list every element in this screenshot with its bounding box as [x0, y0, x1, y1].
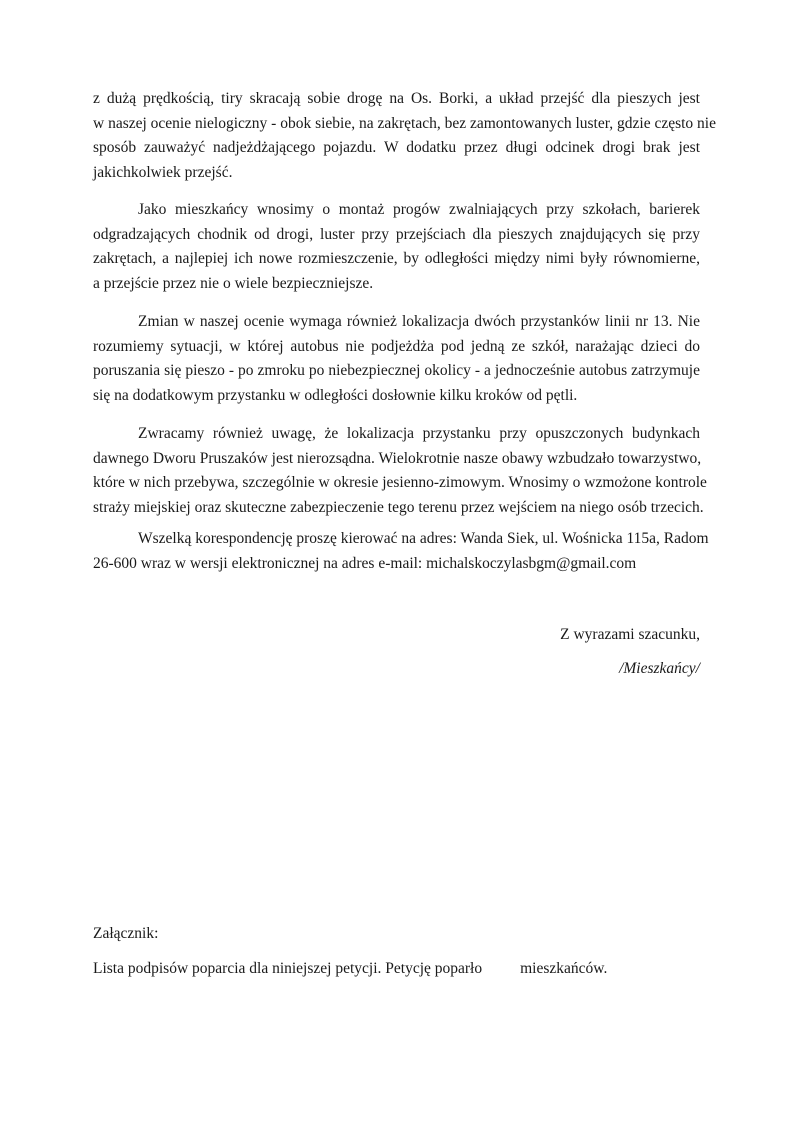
attachment-text-after: mieszkańców.	[520, 960, 608, 977]
paragraph-line: odgradzających chodnik od drogi, luster przy przejściach dla pieszych znajdujących się przy	[93, 225, 700, 243]
paragraph-line: się na dodatkowym przystanku w odległości dosłownie kilku kroków od pętli.	[93, 386, 578, 404]
attachment-text-before: Lista podpisów poparcia dla niniejszej petycji. Petycję poparło	[93, 960, 483, 977]
closing-greeting: Z wyrazami szacunku,	[560, 626, 700, 643]
paragraph	[93, 198, 700, 296]
paragraph-line: które w nich przebywa, szczególnie w okresie jesienno-zimowym. Wnosimy o wzmożone kontrole	[93, 474, 707, 492]
paragraph-line: poruszania się pieszo - po zmroku po niebezpiecznej okolicy - a jednocześnie autobus zatrzymuje	[93, 362, 700, 380]
paragraph-line: Zmian w naszej ocenie wymaga również lokalizacja dwóch przystanków linii nr 13. Nie	[138, 313, 700, 330]
paragraph-line: jakichkolwiek przejść.	[93, 163, 233, 181]
paragraph	[93, 527, 709, 576]
paragraph-line: sposób zauważyć nadjeżdżającego pojazdu. W dodatku przez długi odcinek drogi brak jest	[93, 139, 700, 157]
paragraph-line: w naszej ocenie nielogiczny - obok siebie, na zakrętach, bez zamontowanych luster, gdzie często nie	[93, 114, 716, 132]
paragraph-line: zakrętach, a najlepiej ich nowe rozmieszczenie, by odległości między nimi były równomierne,	[93, 250, 700, 268]
paragraph-line: Zwracamy również uwagę, że lokalizacja przystanku przy opuszczonych budynkach	[138, 425, 700, 442]
paragraph-line: straży miejskiej oraz skuteczne zabezpieczenie tego terenu przez wejściem na niego osób trzecich.	[93, 498, 704, 516]
paragraph	[93, 310, 700, 408]
paragraph-line: rozumiemy sytuacji, w której autobus nie podjeżdża pod jedną ze szkół, narażając dzieci do	[93, 337, 700, 355]
paragraph	[93, 422, 707, 520]
paragraph-line: a przejście przez nie o wiele bezpieczniejsze.	[93, 274, 374, 292]
paragraph	[93, 87, 716, 185]
paragraph-line: dawnego Dworu Pruszaków jest nierozsądna. Wielokrotnie nasze obawy wzbudzało towarzystwo,	[93, 449, 702, 467]
paragraph-line: z dużą prędkością, tiry skracają sobie drogę na Os. Borki, a układ przejść dla pieszych jest	[93, 90, 700, 107]
paragraph-line: Jako mieszkańcy wnosimy o montaż progów zwalniających przy szkołach, barierek	[138, 201, 700, 218]
paragraph-line: 26-600 wraz w wersji elektronicznej na adres e-mail: michalskoczylasbgm@gmail.com	[93, 554, 637, 572]
closing-signature: /Mieszkańcy/	[619, 660, 700, 677]
attachment-label: Załącznik:	[93, 925, 159, 942]
attachment-text	[93, 960, 607, 978]
paragraph-line: Wszelką korespondencję proszę kierować na adres: Wanda Siek, ul. Wośnicka 115a, Radom	[138, 530, 709, 547]
